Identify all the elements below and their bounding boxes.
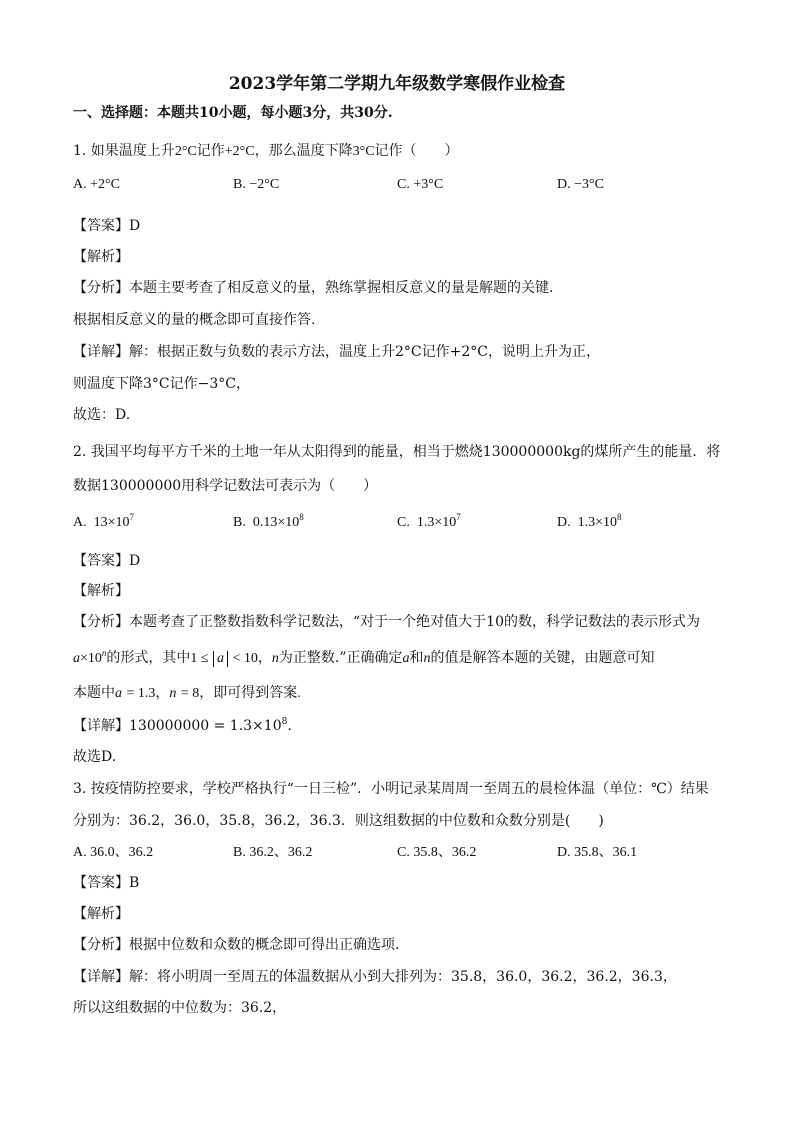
q2-fenxi-line2: $a\times 10^n$的形式，其中1 ≤ a < 10，n为正整数.”正确确定a和n的值是解答本题的关键，由题意可知 xyxy=(73,648,655,666)
q1-xiangjie: 【详解】解：根据正数与负数的表示方法，温度上升2°C记作+2°C，说明上升为正， xyxy=(73,344,600,360)
q1-option-d: D. −3°C xyxy=(557,177,604,192)
q2-option-a: A. $13\times 10^7$ xyxy=(73,512,135,530)
q1-option-b: B. −2°C xyxy=(233,177,280,192)
q3-fenxi: 【分析】根据中位数和众数的概念即可得出正确选项． xyxy=(73,937,409,953)
q1-guxuan: 故选：D. xyxy=(73,407,131,423)
q3-option-d: D. 35.8、36.1 xyxy=(557,845,638,860)
q2-xiangjie: 【详解】$130000000 = 1.3\times 10^8$. xyxy=(73,717,292,734)
q3-option-c: C. 35.8、36.2 xyxy=(397,845,477,860)
q2-option-b: B. $0.13\times 10^8$ xyxy=(233,512,304,530)
q2-jiexi: 【解析】 xyxy=(73,583,129,599)
q1-option-c: C. +3°C xyxy=(397,177,444,192)
q2-fenxi-line1: 【分析】本题考查了正整数指数科学记数法，“对于一个绝对值大于10的数，科学记数法的表示形式为 xyxy=(73,614,700,630)
page-title: 2023学年第二学期九年级数学寒假作业检查 xyxy=(228,74,566,94)
q2-guxuan: 故选D. xyxy=(73,749,117,765)
q3-answer: 【答案】B xyxy=(73,875,140,891)
q3-jiexi: 【解析】 xyxy=(73,906,129,922)
q2-answer: 【答案】D xyxy=(73,553,141,569)
q3-stem-line1: 3. 按疫情防控要求，学校严格执行“一日三检”．小明记录某周周一至周五的晨检体温（单位：℃）结果 xyxy=(73,781,709,797)
q2-stem-line1: 2. 我国平均每平方千米的土地一年从太阳得到的能量，相当于燃烧130000000kg的煤所产生的能量．将 xyxy=(73,444,721,460)
q3-xiangjie: 【详解】解：将小明周一至周五的体温数据从小到大排列为：35.8，36.0，36.2，36.2，36.3， xyxy=(73,969,677,985)
q2-option-d: D. $1.3\times 10^8$ xyxy=(557,512,622,530)
q1-stem: 1. 如果温度上升2°C记作+2°C，那么温度下降3°C记作（ ） xyxy=(73,143,459,159)
q1-fenxi-line2: 根据相反意义的量的概念即可直接作答. xyxy=(73,312,316,328)
q2-fenxi-line3: 本题中a = 1.3，n = 8，即可得到答案. xyxy=(73,685,301,701)
q1-option-a: A. +2°C xyxy=(73,177,120,192)
q1-fenxi: 【分析】本题主要考查了相反意义的量，熟练掌握相反意义的量是解题的关键. xyxy=(73,280,554,296)
q1-answer: 【答案】D xyxy=(73,218,141,234)
q2-stem-line2: 数据130000000用科学记数法可表示为（ ） xyxy=(73,478,378,494)
q3-option-b: B. 36.2、36.2 xyxy=(233,845,313,860)
absolute-value: a xyxy=(213,651,228,667)
q1-jiexi: 【解析】 xyxy=(73,249,129,265)
q1-xiangjie-line2: 则温度下降3°C记作−3°C， xyxy=(73,376,250,392)
q3-option-a: A. 36.0、36.2 xyxy=(73,845,154,860)
q3-xiangjie-line2: 所以这组数据的中位数为：36.2， xyxy=(73,1000,287,1016)
q2-option-c: C. $1.3\times 10^7$ xyxy=(397,512,461,530)
q3-stem-line2: 分别为：36.2，36.0，35.8，36.2，36.3．则这组数据的中位数和众数分别是( ) xyxy=(73,813,604,829)
section-heading: 一、选择题：本题共10小题，每小题3分，共30分. xyxy=(73,105,393,121)
